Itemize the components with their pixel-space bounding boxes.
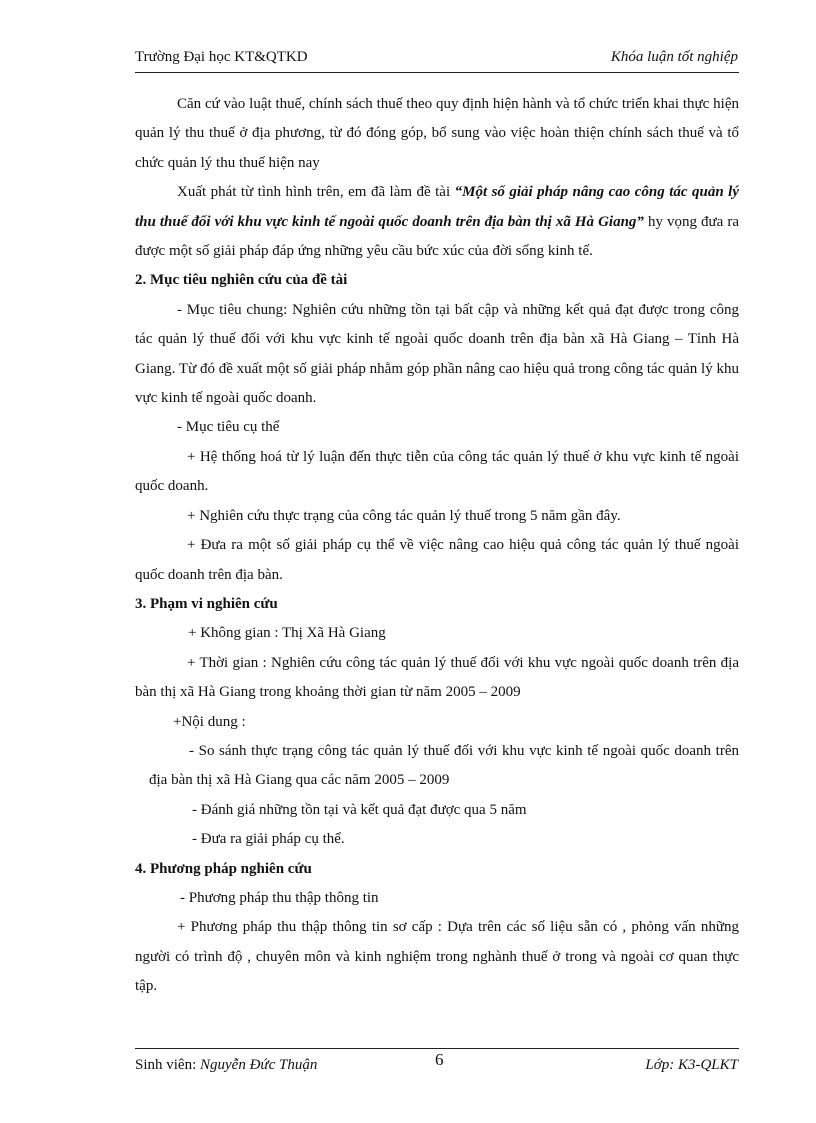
scope-content-item: - Đánh giá những tồn tại và kết quả đạt được qua 5 năm (192, 801, 527, 818)
page-number: 6 (435, 1050, 444, 1069)
method-item: - Phương pháp thu thập thông tin (180, 889, 379, 906)
method-primary: + Phương pháp thu thập thông tin sơ cấp : Dựa trên các số liệu sẵn có , phỏng vấn những người có trình độ , chuyên môn và kinh nghiệm trong nghành thuế ở trong và ngoài cơ quan thực tập. (135, 919, 739, 995)
document-body (135, 90, 739, 1002)
scope-content-item: - Đưa ra giải pháp cụ thể. (192, 831, 345, 848)
footer-class: Lớp: K3-QLKT (645, 1057, 738, 1073)
general-objective: - Mục tiêu chung: Nghiên cứu những tồn tại bất cập và những kết quả đạt được trong công tác quản lý thuế đối với khu vực kinh tế ngoài quốc doanh trên địa bàn xã Hà Giang – Tỉnh Hà Giang. Từ đó đề xuất một số giải pháp nhằm góp phần nâng cao hiệu quả trong công tác quản lý khu vực kinh tế ngoài quốc doanh. (135, 301, 739, 407)
topic-tail: hy vọng đưa ra được một số giải pháp đáp ứng những yêu cầu bức xúc của đời sống kinh tế. (135, 213, 739, 260)
student-name: Nguyễn Đức Thuận (200, 1057, 318, 1073)
scope-content: +Nội dung : (173, 713, 246, 730)
section-heading-2: 2. Mục tiêu nghiên cứu của đề tài (135, 272, 348, 289)
objective-item: + Hệ thống hoá từ lý luận đến thực tiễn của công tác quản lý thuế ở khu vực kinh tế ngoài quốc doanh. (135, 448, 739, 495)
header-school: Trường Đại học KT&QTKD (135, 49, 308, 65)
header-doc-type: Khóa luận tốt nghiệp (610, 49, 738, 65)
topic-lead: Xuất phát từ tình hình trên, em đã làm đề tài (177, 184, 455, 201)
scope-content-item: - So sánh thực trạng công tác quản lý thuế đối với khu vực kinh tế ngoài quốc doanh trên địa bàn thị xã Hà Giang qua các năm 2005 – 2009 (149, 742, 739, 789)
footer-divider (135, 1048, 739, 1049)
footer-student (135, 1057, 317, 1074)
section-heading-4: 4. Phương pháp nghiên cứu (135, 860, 312, 877)
page-header (135, 49, 738, 66)
objective-item: + Đưa ra một số giải pháp cụ thể về việc nâng cao hiệu quả công tác quản lý thuế ngoài quốc doanh trên địa bàn. (135, 537, 739, 583)
paragraph-topic (135, 178, 739, 266)
header-divider (135, 72, 739, 73)
scope-space: + Không gian : Thị Xã Hà Giang (188, 625, 386, 642)
student-label: Sinh viên: (135, 1057, 201, 1073)
section-heading-3: 3. Phạm vi nghiên cứu (135, 595, 278, 612)
topic-title: “Một số giải pháp nâng cao công tác quản lý thu thuế đối với khu vực kinh tế ngoài quốc doanh trên địa bàn thị xã Hà Giang” (135, 184, 739, 230)
scope-time: + Thời gian : Nghiên cứu công tác quản lý thuế đối với khu vực ngoài quốc doanh trên địa bàn thị xã Hà Giang trong khoảng thời gian từ năm 2005 – 2009 (135, 654, 739, 701)
paragraph-intro: Căn cứ vào luật thuế, chính sách thuế theo quy định hiện hành và tổ chức triển khai thực hiện quản lý thu thuế ở địa phương, từ đó đóng góp, bổ sung vào việc hoàn thiện chính sách thuế và tổ chức quản lý thu thuế hiện nay (135, 96, 739, 171)
objective-item: + Nghiên cứu thực trạng của công tác quản lý thuế trong 5 năm gần đây. (187, 507, 621, 524)
specific-objective: - Mục tiêu cụ thể (177, 419, 280, 436)
